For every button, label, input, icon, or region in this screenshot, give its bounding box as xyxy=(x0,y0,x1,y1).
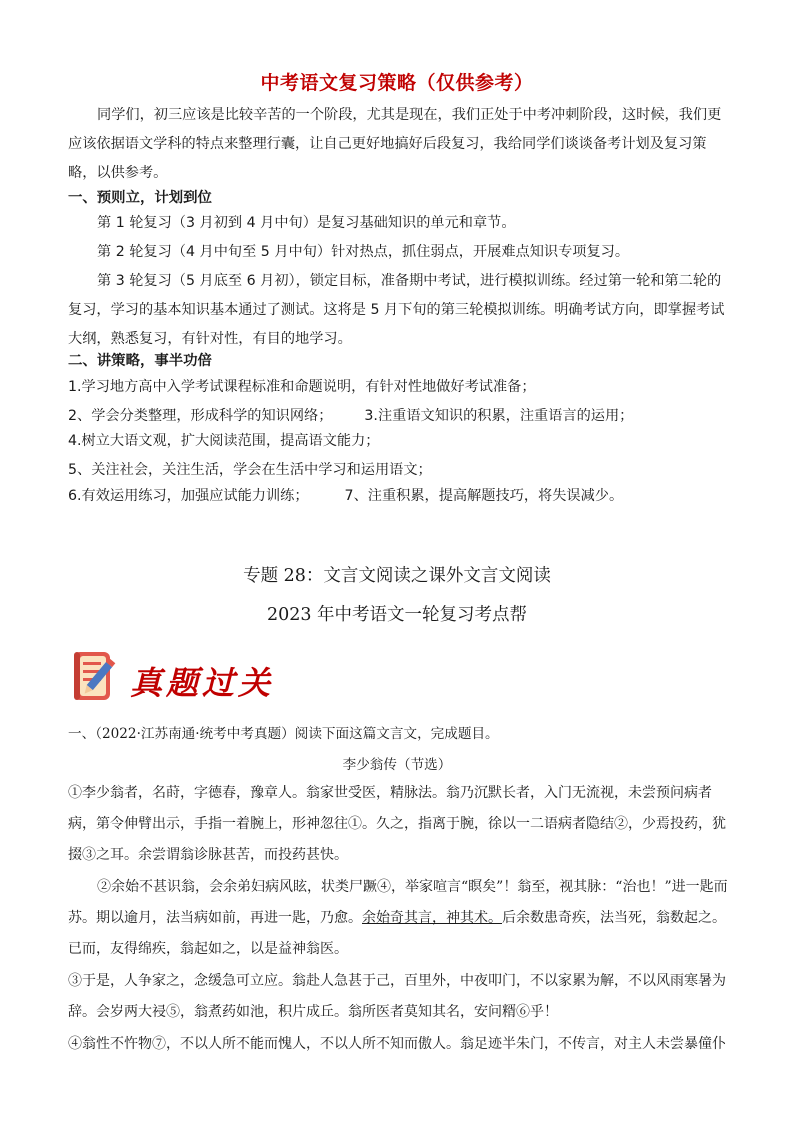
round2-text: 第 2 轮复习（4 月中旬至 5 月中旬）针对热点，抓住弱点，开展难点知识专项复习。 xyxy=(97,244,630,260)
strategy-item-4: 4.树立大语文观，扩大阅读范围，提高语文能力； xyxy=(68,433,380,449)
round3-text: 第 3 轮复习（5 月底至 6 月初），锁定目标，准备期中考试，进行模拟训练。经过第一轮和第二轮的复习，学习的基本知识基本通过了测试。这将是 5 月下旬的第三轮模拟训练。明确考试方向，即掌握考试大纲，熟悉复习，有针对性，有目的地学习。 xyxy=(68,273,725,347)
article-paragraph-2 xyxy=(68,872,728,965)
para2-start: ②余始不甚识翁，会余弟妇病风眩，状类尸蹶④，举家喧言“瞑矣”！翁至，视其脉：“治也！”进一匙而苏。期以逾月，法当病如前，再进一匙，乃愈。 xyxy=(68,879,728,926)
strategy-row-2-3 xyxy=(68,405,633,425)
para2-end: 后余数患奇疾，法当死，翁数起之。已而，友得绵疾，翁起如之，以是益神翁医。 xyxy=(68,910,726,957)
round1-text: 第 1 轮复习（3 月初到 4 月中旬）是复习基础知识的单元和章节。 xyxy=(97,215,516,231)
article-paragraph-1: ①李少翁者，名莳，字德春，豫章人。翁家世受医，精脉法。翁乃沉默长者，入门无流视，未尝预问病者病，第令伸臂出示，手指一着腕上，形神忽往①。久之，指离于腕，徐以一二语病者隐结②，少焉投药，犹掇③之耳。余尝谓翁诊脉甚苦，而投药甚快。 xyxy=(68,785,726,863)
topic-title: 专题 28：文言文阅读之课外文言文阅读 xyxy=(243,566,551,586)
strategy-item-5: 5、关注社会，关注生活，学会在生活中学习和运用语文； xyxy=(68,462,432,478)
strategy-item-3: 3.注重语文知识的积累，注重语言的运用； xyxy=(364,408,634,424)
strategy-item-2: 2、学会分类整理，形成科学的知识网络； xyxy=(68,408,333,424)
section2-heading: 二、讲策略，事半功倍 xyxy=(68,353,212,369)
strategy-item-6: 6.有效运用练习，加强应试能力训练； xyxy=(68,488,309,504)
intro-paragraph: 同学们，初三应该是比较辛苦的一个阶段，尤其是现在，我们正处于中考冲刺阶段，这时候，我们更应该依据语文学科的特点来整理行囊，让自己更好地搞好后段复习，我给同学们谈谈备考计划及复习策略，以供参考。 xyxy=(68,107,722,181)
strategy-item-7: 7、注重积累，提高解题技巧，将失误减少。 xyxy=(344,488,624,504)
strategy-row-6-7 xyxy=(68,485,623,505)
section1-heading: 一、预则立，计划到位 xyxy=(68,190,212,206)
topic-subtitle: 2023 年中考语文一轮复习考点帮 xyxy=(266,605,528,625)
article-paragraph-3: ③于是，人争家之，念缓急可立应。翁赴人急甚于己，百里外，中夜叩门，不以家累为解，不以风雨寒暑为辞。会岁两大祲⑤，翁煮药如池，积片成丘。翁所医者莫知其名，安问糈⑥乎！ xyxy=(68,973,726,1020)
banner-text: 真题过关 xyxy=(130,664,275,702)
article-paragraph-4: ④翁性不忤物⑦，不以人所不能而愧人，不以人所不知而傲人。翁足迹半朱门，不传言，对主人未尝暴僮仆 xyxy=(68,1036,726,1052)
para2-underlined-sentence: 余始奇其言，神其术。 xyxy=(362,910,502,926)
strategy-item-1: 1.学习地方高中入学考试课程标准和命题说明，有针对性地做好考试准备； xyxy=(68,379,536,395)
question-prompt: 一、（2022·江苏南通·统考中考真题）阅读下面这篇文言文，完成题目。 xyxy=(68,726,499,742)
exam-banner xyxy=(70,650,280,706)
strategy-title: 中考语文复习策略（仅供参考） xyxy=(260,72,534,94)
article-title: 李少翁传（节选） xyxy=(342,757,452,773)
